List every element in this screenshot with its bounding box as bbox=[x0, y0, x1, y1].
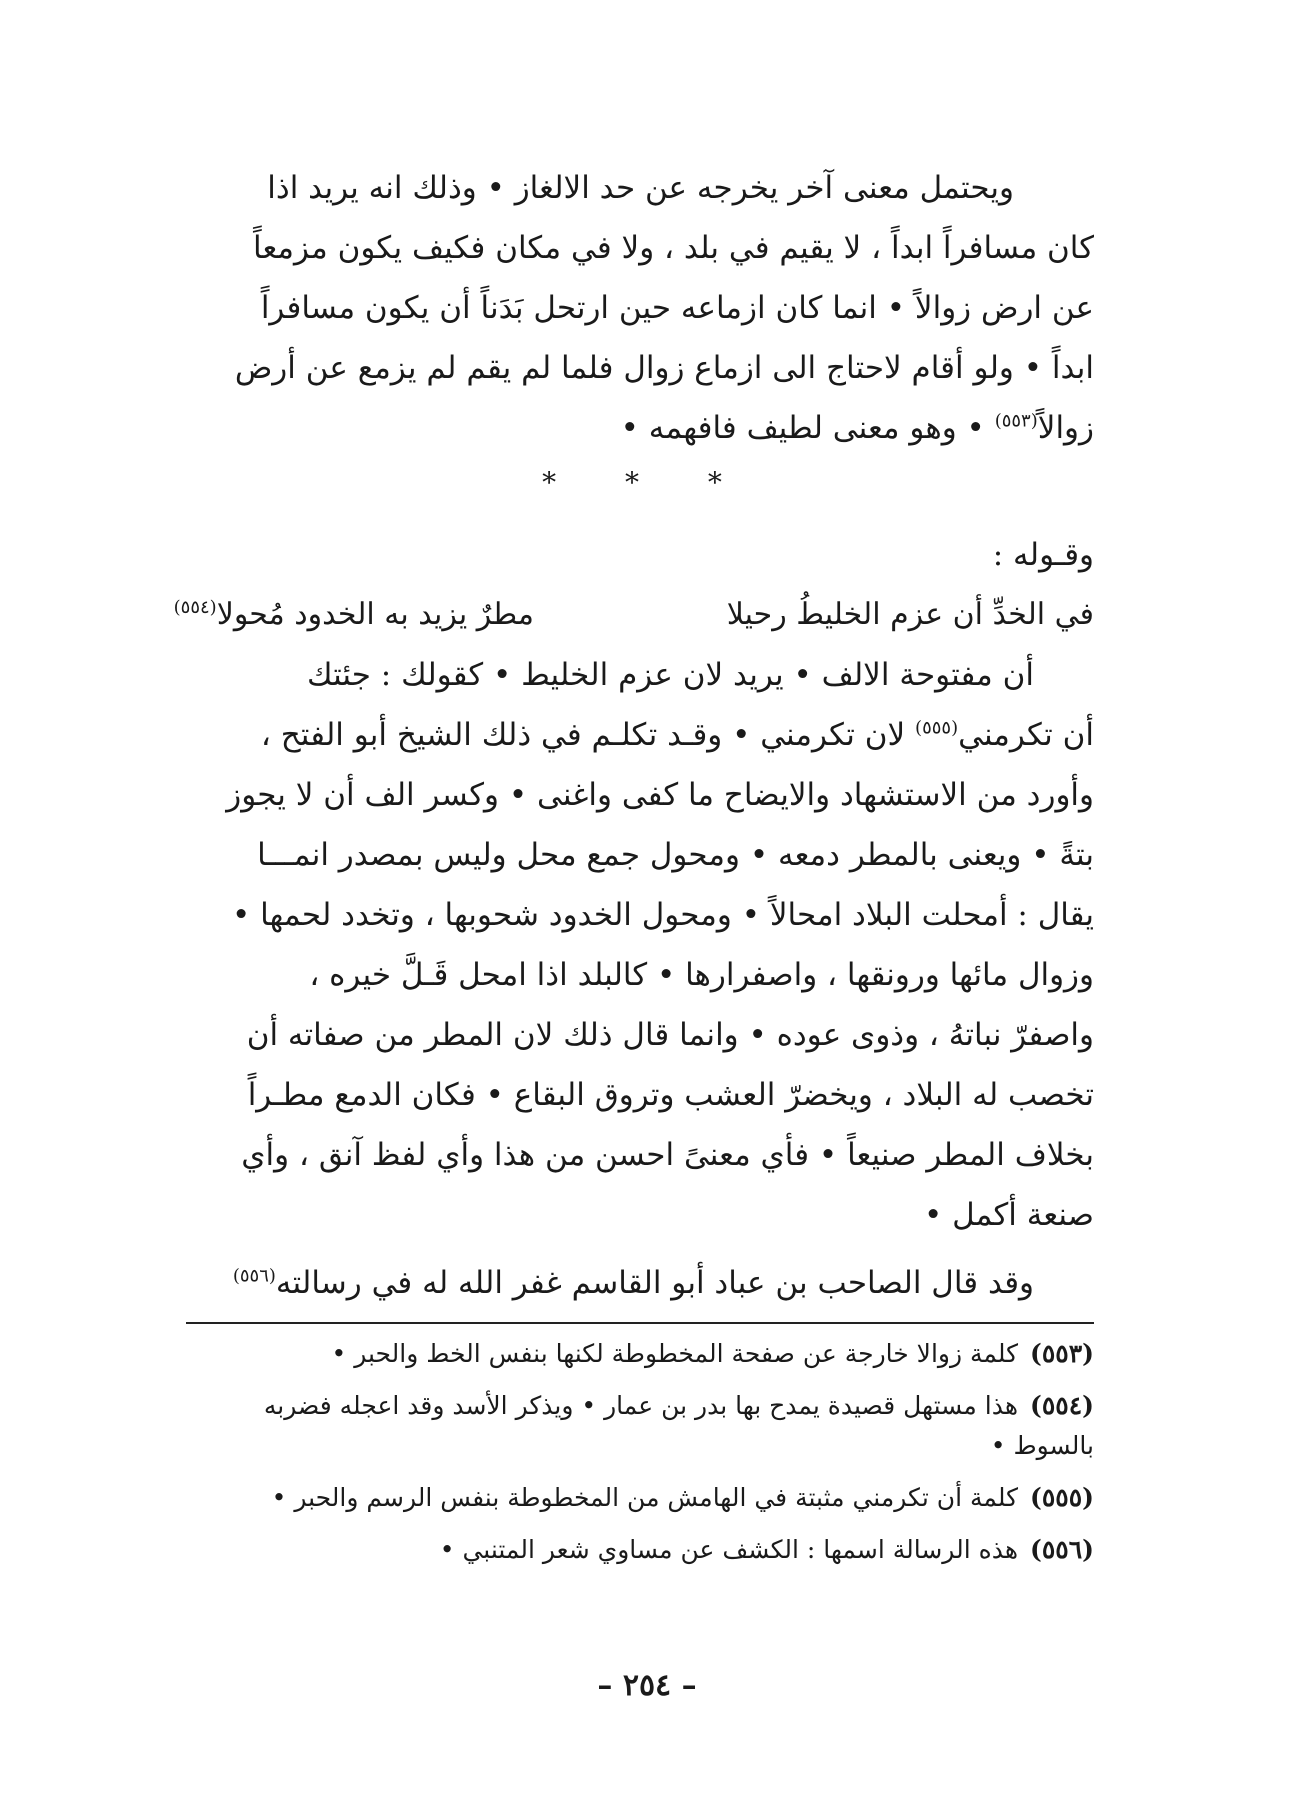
footnotes bbox=[186, 1334, 1094, 1582]
text-line: ابداً • ولو أقام لاحتاج الى ازماع زوال فلما لم يقم لم يزمع عن أرض bbox=[234, 350, 1094, 386]
text-line: تخصب له البلاد ، ويخضرّ العشب وتروق البقاع • فكان الدمع مطـراً bbox=[247, 1077, 1094, 1113]
text-fragment: • وهو معنى لطيف فافهمه • bbox=[620, 410, 995, 446]
footnote-ref-553: (٥٥٣) bbox=[994, 410, 1038, 432]
poem-verse bbox=[168, 590, 1094, 640]
footnote bbox=[186, 1386, 1094, 1466]
section-heading: وقـوله : bbox=[992, 537, 1094, 573]
text-line: واصفرّ نباتهُ ، وذوى عوده • وانما قال ذلك لان المطر من صفاته أن bbox=[246, 1017, 1094, 1053]
text-fragment: وقد قال الصاحب بن عباد أبو القاسم غفر الله له في رسالته bbox=[275, 1265, 1034, 1301]
paragraph-3 bbox=[168, 1253, 1094, 1313]
footnote-text: كلمة أن تكرمني مثبتة في الهامش من المخطوطة بنفس الرسم والحبر • bbox=[271, 1483, 1019, 1512]
verse-first-hemistich: في الخدِّ أن عزم الخليطُ رحيلا bbox=[726, 597, 1094, 632]
verse-second-hemistich bbox=[174, 590, 534, 640]
footnote-number: (٥٥٦) bbox=[1030, 1535, 1094, 1564]
footnote bbox=[186, 1530, 1094, 1570]
text-line: صنعة أكمل • bbox=[923, 1197, 1094, 1233]
text-fragment: أن تكرمني bbox=[958, 717, 1094, 753]
text-line bbox=[168, 398, 1094, 458]
text-line: كان مسافراً ابداً ، لا يقيم في بلد ، ولا في مكان فكيف يكون مزمعاً bbox=[253, 230, 1094, 266]
footnote-ref-556: (٥٥٦) bbox=[232, 1265, 276, 1287]
text-line: وأورد من الاستشهاد والايضاح ما كفى واغنى • وكسر الف أن لا يجوز bbox=[226, 777, 1094, 813]
footnote-number: (٥٥٤) bbox=[1030, 1391, 1094, 1420]
footnote-number: (٥٥٥) bbox=[1030, 1483, 1094, 1512]
footnote bbox=[186, 1478, 1094, 1518]
text-line bbox=[168, 1253, 1094, 1313]
text-line: أن مفتوحة الالف • يريد لان عزم الخليط • كقولك : جئتك bbox=[306, 657, 1034, 693]
text-fragment: زوالاً bbox=[1037, 410, 1094, 446]
text-line: بتةً • ويعنى بالمطر دمعه • ومحول جمع محل وليس بمصدر انمـــا bbox=[257, 837, 1094, 873]
text-line bbox=[168, 705, 1094, 765]
footnote-text: هذا مستهل قصيدة يمدح بها بدر بن عمار • ويذكر الأسد وقد اعجله فضربه بالسوط • bbox=[263, 1391, 1094, 1460]
text-line: عن ارض زوالاً • انما كان ازماعه حين ارتحل بَدَناً أن يكون مسافراً bbox=[260, 290, 1094, 326]
text-fragment: مطرٌ يزيد به الخدود مُحولا bbox=[216, 597, 534, 632]
text-line: بخلاف المطر صنيعاً • فأي معنىً احسن من هذا وأي لفظ آنق ، وأي bbox=[241, 1137, 1094, 1173]
footnote-text: كلمة زوالا خارجة عن صفحة المخطوطة لكنها بنفس الخط والحبر • bbox=[331, 1339, 1019, 1368]
text-line: يقال : أمحلت البلاد امحالاً • ومحول الخدود شحوبها ، وتخدد لحمها • bbox=[232, 897, 1094, 933]
page-number: – ٢٥٤ – bbox=[597, 1668, 697, 1703]
footnote-ref-554: (٥٥٤) bbox=[173, 597, 217, 618]
footnote-divider bbox=[186, 1322, 1094, 1324]
text-line: ويحتمل معنى آخر يخرجه عن حد الالغاز • وذلك انه يريد اذا bbox=[267, 170, 1014, 206]
section-separator: * * * bbox=[542, 466, 752, 499]
footnote bbox=[186, 1334, 1094, 1374]
paragraph-1 bbox=[168, 158, 1094, 458]
footnote-ref-555: (٥٥٥) bbox=[915, 717, 959, 739]
paragraph-2 bbox=[168, 645, 1094, 1245]
text-line: وزوال مائها ورونقها ، واصفرارها • كالبلد اذا امحل قَـلَّ خيره ، bbox=[309, 957, 1094, 993]
footnote-text: هذه الرسالة اسمها : الكشف عن مساوي شعر المتنبي • bbox=[439, 1535, 1019, 1564]
text-fragment: لان تكرمني • وقـد تكلـم في ذلك الشيخ أبو الفتح ، bbox=[260, 717, 916, 753]
footnote-number: (٥٥٣) bbox=[1030, 1339, 1094, 1368]
